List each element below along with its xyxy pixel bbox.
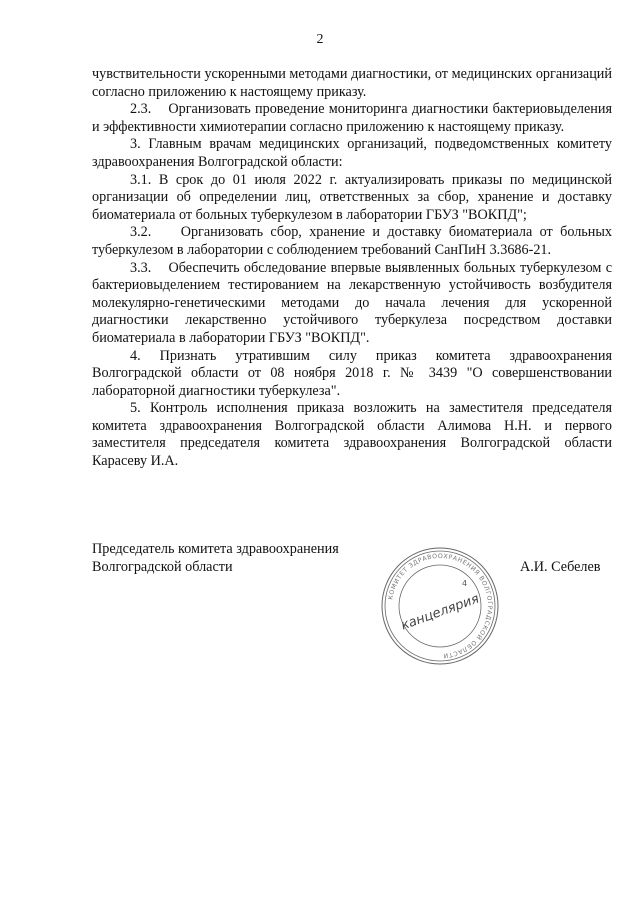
paragraph: 3.1. В срок до 01 июля 2022 г. актуализировать приказы по медицинской организации об определении лиц, ответственных за сбор, хранение и доставку биоматериала от больных туберкулезом в лаборатории ГБУЗ "ВОКПД";	[92, 171, 612, 223]
document-body	[92, 66, 612, 471]
paragraph: 3.2. Организовать сбор, хранение и доставку биоматериала от больных туберкулезом в лаборатории с соблюдением требований СанПиН 3.3686-21.	[92, 224, 612, 258]
signatory-name: А.И. Себелев	[520, 559, 601, 575]
stamp-ring-text: КОМИТЕТ ЗДРАВООХРАНЕНИЯ ВОЛГОГРАДСКОЙ ОБЛАСТИ	[387, 552, 494, 659]
stamp-center-text: канцелярия	[399, 591, 482, 634]
paragraph: 5. Контроль исполнения приказа возложить на заместителя председателя комитета здравоохранения Волгоградской области Алимова Н.Н. и первого заместителя председателя комитета здравоохранения Волгоградской области Карасеву И.А.	[92, 400, 612, 470]
signatory-title	[92, 540, 392, 576]
paragraph: 3.3. Обеспечить обследование впервые выявленных больных туберкулезом с бактериовыделением тестированием на лекарственную устойчивость возбудителя молекулярно-генетическими методами до начала лечения для ускоренной диагностики лекарственно устойчивого туберкулеза посредством доставки биоматериала в лаборатории ГБУЗ "ВОКПД".	[92, 259, 612, 346]
stamp-mark: 4	[462, 579, 468, 588]
signatory-title-line: Волгоградской области	[92, 559, 233, 575]
paragraph: 4. Признать утратившим силу приказ комитета здравоохранения Волгоградской области от 08 ноября 2018 г. № 3439 "О совершенствовании лабораторной диагностики туберкулеза".	[92, 347, 612, 399]
page-number: 2	[316, 32, 324, 47]
signatory-title-line: Председатель комитета здравоохранения	[92, 541, 339, 557]
office-stamp	[378, 544, 502, 668]
paragraph: 3. Главным врачам медицинских организаций, подведомственных комитету здравоохранения Волгоградской области:	[92, 136, 612, 170]
paragraph: чувствительности ускоренными методами диагностики, от медицинских организаций согласно приложению к настоящему приказу.	[92, 66, 612, 100]
paragraph: 2.3. Организовать проведение мониторинга диагностики бактериовыделения и эффективности химиотерапии согласно приложению к настоящему приказу.	[92, 101, 612, 135]
